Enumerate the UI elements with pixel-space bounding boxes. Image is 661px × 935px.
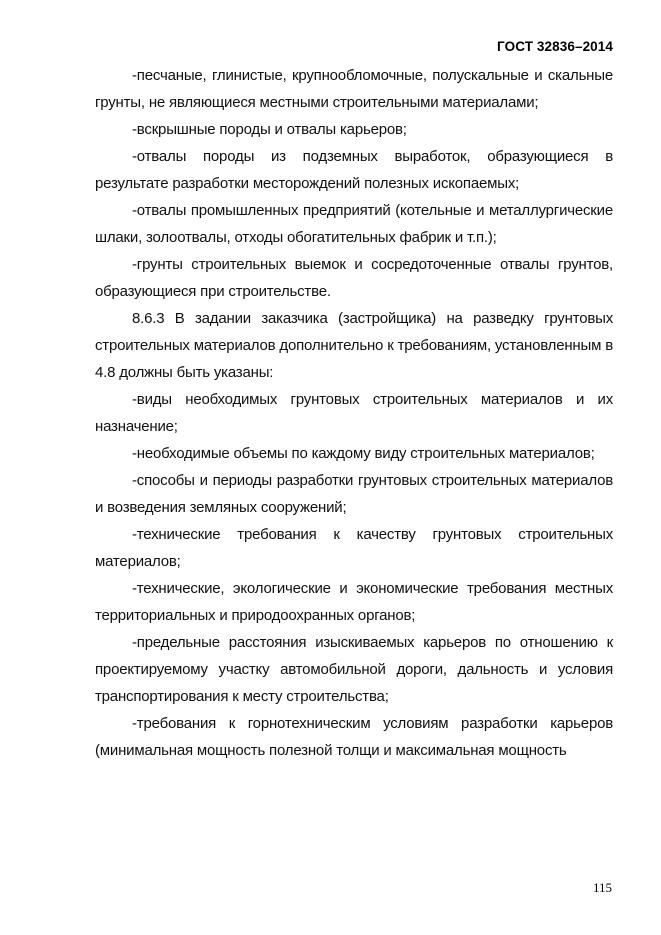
paragraph-section-8-6-3: 8.6.3 В задании заказчика (застройщика) на разведку грунтовых строительных материалов дополнительно к требованиям, установленным в 4.8 должны быть указаны: — [95, 310, 613, 381]
paragraph-authority-requirements: -технические, экологические и экономические требования местных территориальных и природоохранных органов; — [95, 580, 613, 624]
standard-header: ГОСТ 32836–2014 — [497, 39, 613, 54]
paragraph-methods-periods: -способы и периоды разработки грунтовых строительных материалов и возведения земляных сооружений; — [95, 472, 613, 516]
document-body — [95, 62, 613, 764]
paragraph-mining-conditions: -требования к горнотехническим условиям разработки карьеров (минимальная мощность полезной толщи и максимальная мощность — [95, 715, 613, 759]
paragraph-industrial-dumps: -отвалы промышленных предприятий (котельные и металлургические шлаки, золоотвалы, отходы обогатительных фабрик и т.п.); — [95, 202, 613, 246]
paragraph-underground-dumps: -отвалы породы из подземных выработок, образующиеся в результате разработки месторождений полезных ископаемых; — [95, 148, 613, 192]
paragraph-distances: -предельные расстояния изыскиваемых карьеров по отношению к проектируемому участку автомобильной дороги, дальность и условия транспортирования к месту строительства; — [95, 634, 613, 705]
paragraph-construction-soils: -грунты строительных выемок и сосредоточенные отвалы грунтов, образующиеся при строительстве. — [95, 256, 613, 300]
paragraph-material-types: -виды необходимых грунтовых строительных материалов и их назначение; — [95, 391, 613, 435]
page-number: 115 — [592, 880, 612, 895]
paragraph-overburden: -вскрышные породы и отвалы карьеров; — [132, 121, 407, 138]
paragraph-soils: -песчаные, глинистые, крупнообломочные, полускальные и скальные грунты, не являющиеся местными строительными материалами; — [95, 67, 613, 111]
paragraph-volumes: -необходимые объемы по каждому виду строительных материалов; — [132, 445, 595, 462]
paragraph-quality-requirements: -технические требования к качеству грунтовых строительных материалов; — [95, 526, 613, 570]
